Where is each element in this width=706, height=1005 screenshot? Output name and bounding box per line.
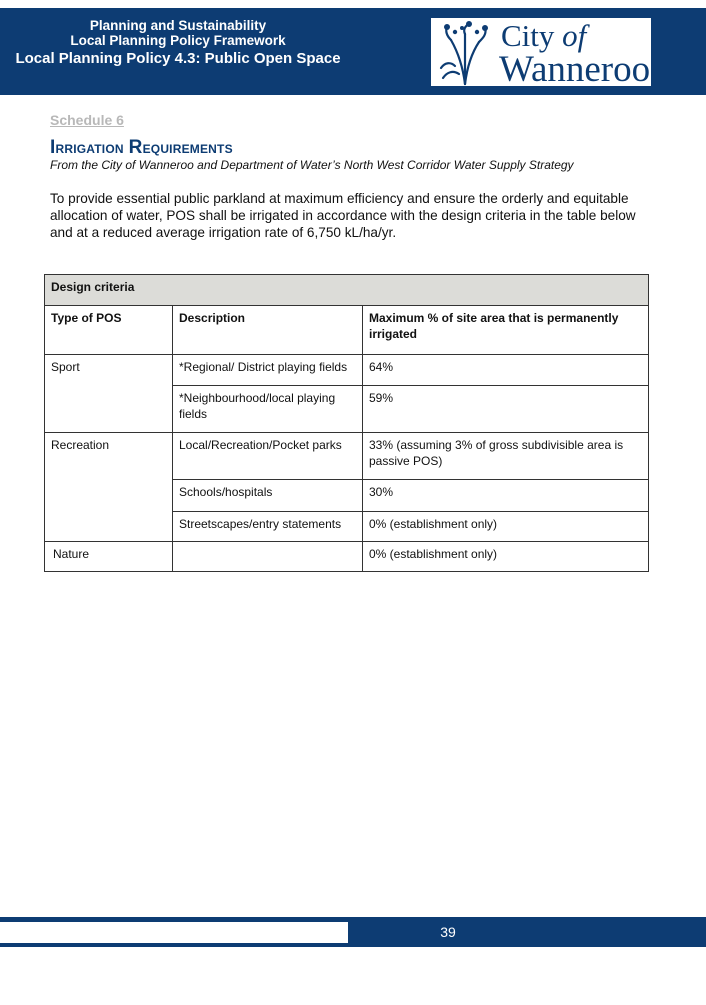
cell-max: 64% <box>363 355 649 386</box>
section-subtitle: From the City of Wanneroo and Department of Water’s North West Corridor Water Supply Strategy <box>50 158 574 172</box>
cell-description <box>173 542 363 572</box>
cell-max: 59% <box>363 386 649 433</box>
cell-description: Streetscapes/entry statements <box>173 512 363 542</box>
cell-type: Sport <box>45 355 173 433</box>
table-row <box>45 433 649 480</box>
design-criteria-table <box>44 274 649 572</box>
cell-max: 33% (assuming 3% of gross subdivisible area is passive POS) <box>363 433 649 480</box>
schedule-label: Schedule 6 <box>50 112 124 128</box>
cell-description: Local/Recreation/Pocket parks <box>173 433 363 480</box>
title-part-2: equirements <box>142 138 233 157</box>
header-line-2: Local Planning Policy Framework <box>70 33 286 48</box>
cell-max: 30% <box>363 480 649 512</box>
title-part-1: rrigation <box>55 138 129 157</box>
cell-max: 0% (establishment only) <box>363 542 649 572</box>
title-initial-1: I <box>50 137 56 158</box>
logo-city: City <box>501 18 555 53</box>
footer-white-strip <box>0 922 348 943</box>
cell-type: Nature <box>45 542 173 572</box>
table-row <box>45 355 649 386</box>
kangaroo-paw-logo-icon <box>435 18 501 86</box>
document-header <box>0 18 356 70</box>
column-header-type: Type of POS <box>45 306 173 355</box>
cell-description: Schools/hospitals <box>173 480 363 512</box>
cell-type: Recreation <box>45 433 173 542</box>
section-title <box>50 137 233 159</box>
table-column-headers <box>45 306 649 355</box>
cell-description: *Regional/ District playing fields <box>173 355 363 386</box>
table-row <box>45 542 649 572</box>
column-header-description: Description <box>173 306 363 355</box>
cell-max: 0% (establishment only) <box>363 512 649 542</box>
logo-of: of <box>562 18 587 53</box>
logo-name: Wanneroo <box>499 49 651 90</box>
page-number: 39 <box>440 924 456 940</box>
column-header-max-irrigated: Maximum % of site area that is permanently irrigated <box>363 306 649 355</box>
header-line-3: Local Planning Policy 4.3: Public Open Space <box>15 50 341 67</box>
title-initial-2: R <box>128 137 143 158</box>
table-heading: Design criteria <box>45 275 649 306</box>
intro-paragraph: To provide essential public parkland at maximum efficiency and ensure the orderly and equitable allocation of water, POS shall be irrigated in accordance with the design criteria in the table below and at a reduced average irrigation rate of 6,750 kL/ha/yr. <box>50 191 636 240</box>
city-logo <box>431 18 651 90</box>
cell-description: *Neighbourhood/local playing fields <box>173 386 363 433</box>
table-heading-row <box>45 275 649 306</box>
header-line-1: Planning and Sustainability <box>89 18 267 33</box>
logo-wordmark <box>499 18 651 90</box>
